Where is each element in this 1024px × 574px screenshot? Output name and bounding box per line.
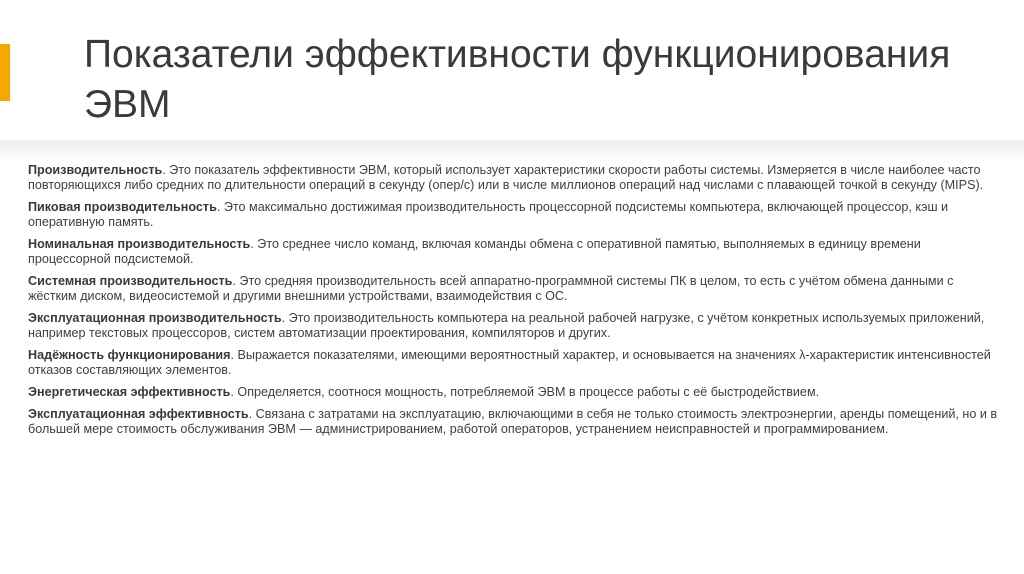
- slide-title: Показатели эффективности функционирования ЭВМ: [84, 33, 951, 126]
- definition-reliability: . Выражается показателями, имеющими вероятностный характер, и основывается на значениях λ-характеристик интенсивностей отказов составляющих элементов.: [28, 348, 991, 377]
- definition-energy-efficiency: . Определяется, соотноcя мощность, потребляемой ЭВМ в процессе работы с её быстродействием.: [230, 385, 820, 399]
- accent-bar: [0, 44, 10, 101]
- definition-performance: . Это показатель эффективности ЭВМ, который использует характеристики скорости работы системы. Измеряется в числе наиболее часто повторяющихся либо средних по длительности операций в секунду (опер/с) или в числе миллионов операций над числами с плавающей точкой в секунду (MIPS).: [28, 163, 984, 192]
- definition-system-performance: . Это средняя производительность всей аппаратно-программной системы ПК в целом, то есть с учётом обмена данными с жёстким диском, видеосистемой и другими внешними устройствами, взаимодействия с ОС.: [28, 274, 954, 303]
- term-energy-efficiency: Энергетическая эффективность: [28, 385, 231, 399]
- term-operational-performance: Эксплуатационная производительность: [28, 311, 282, 325]
- definition-peak-performance: . Это максимально достижимая производительность процессорной подсистемы компьютера, включающей процессор, кэш и оперативную память.: [28, 200, 949, 229]
- definition-operational-efficiency: . Связана с затратами на эксплуатацию, включающими в себя не только стоимость электроэнергии, аренды помещений, но и в большей мере стоимость обслуживания ЭВМ — администрированием, работой операторов, устранением неисправностей и программированием.: [28, 407, 998, 436]
- term-nominal-performance: Номинальная производительность: [28, 237, 251, 251]
- paragraph-operational-efficiency: [28, 407, 998, 437]
- term-operational-efficiency: Эксплуатационная эффективность: [28, 407, 249, 421]
- paragraph-system-performance: [28, 274, 998, 304]
- paragraph-performance: [28, 163, 998, 193]
- slide-content: [28, 163, 998, 444]
- paragraph-peak-performance: [28, 200, 998, 230]
- term-performance: Производительность: [28, 163, 163, 177]
- paragraph-energy-efficiency: [28, 385, 998, 400]
- title-divider-shadow: [0, 140, 1024, 162]
- paragraph-nominal-performance: [28, 237, 998, 267]
- definition-nominal-performance: . Это среднее число команд, включая команды обмена с оперативной памятью, выполняемых в единицу времени процессорной подсистемой.: [28, 237, 921, 266]
- term-system-performance: Системная производительность: [28, 274, 233, 288]
- paragraph-reliability: [28, 348, 998, 378]
- definition-operational-performance: . Это производительность компьютера на реальной рабочей нагрузке, с учётом конкретных используемых приложений, например текстовых процессоров, систем автоматизации проектирования, компиляторов и других.: [28, 311, 985, 340]
- term-reliability: Надёжность функционирования: [28, 348, 231, 362]
- paragraph-operational-performance: [28, 311, 998, 341]
- term-peak-performance: Пиковая производительность: [28, 200, 217, 214]
